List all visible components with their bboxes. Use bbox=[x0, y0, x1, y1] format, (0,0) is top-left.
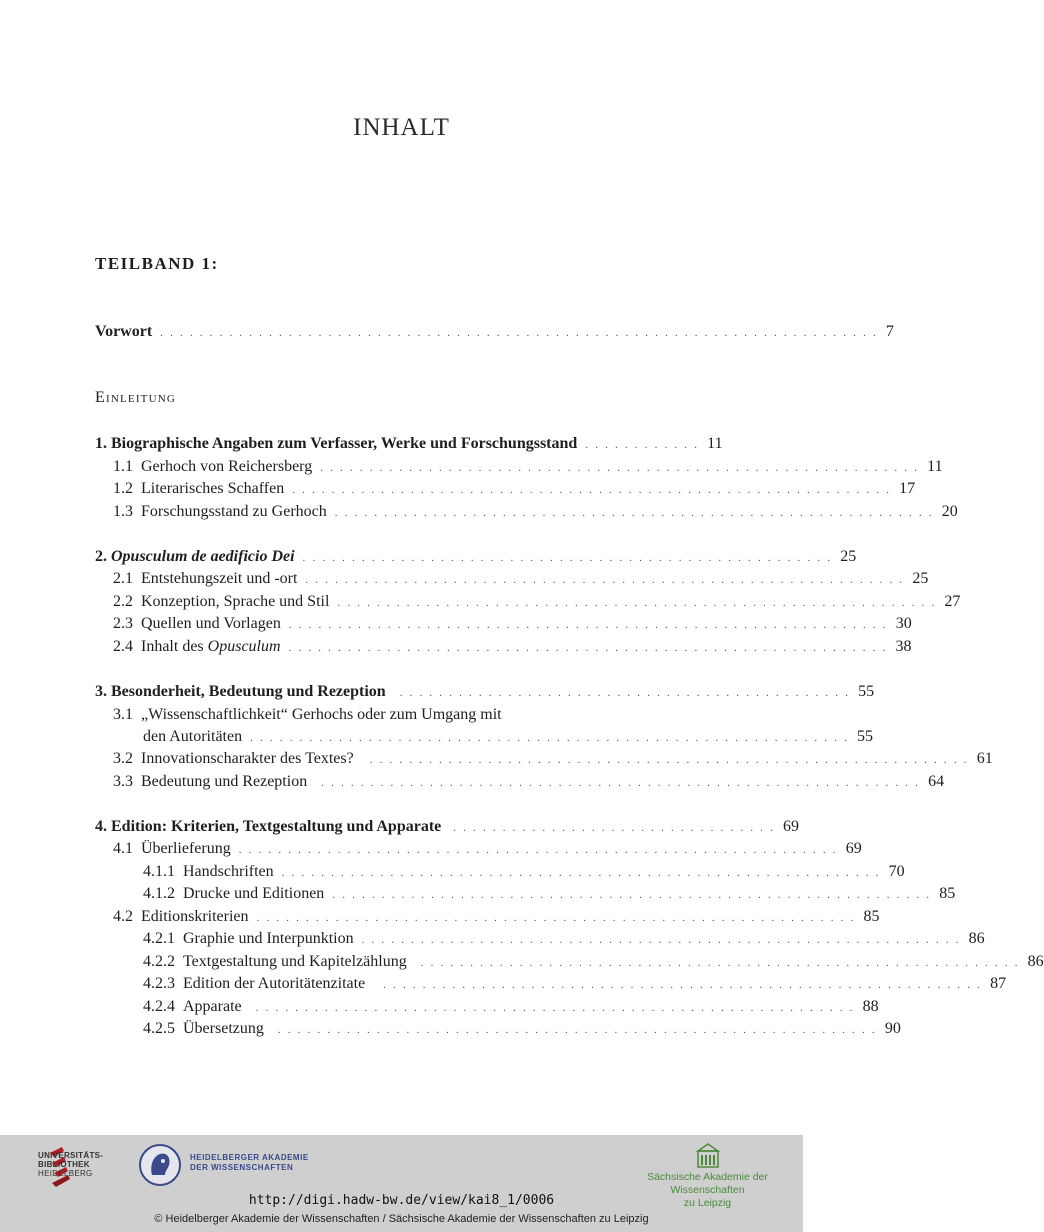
toc-entry-3-1-line1[interactable] bbox=[113, 704, 687, 726]
dot-leader: . . . . . . . . . . . . . . . . . . . . . . . . . . . . . . . . . . . . . . . . . . . . . . . . . . . . . . . . . . . . . bbox=[281, 867, 881, 879]
saxon-academy-building-icon bbox=[697, 1143, 719, 1169]
dot-leader: . . . . . . . . . . . . . . . . . . . . . . . . . . . . . . . . . . . . . . . . . . . . . . . . . . . . . . . . . . . . . bbox=[255, 1002, 855, 1014]
toc-entry-4-2-3[interactable] bbox=[143, 973, 1007, 995]
dot-leader: . . . . . . . . . . . . . . . . . . . . . . . . . . . . . . . . . . . . . . . . . . . . . . . . . . . . . . . . . . . . . bbox=[288, 619, 888, 631]
toc-page-number: 11 bbox=[927, 458, 943, 475]
toc-entry-title: Textgestaltung und Kapitelzählung bbox=[183, 953, 407, 970]
toc-entry-1-2[interactable] bbox=[113, 478, 916, 500]
toc-entry-4-1-2[interactable] bbox=[143, 883, 956, 905]
toc-entry-number: 4.1.2 bbox=[143, 885, 175, 902]
toc-entry-4-2-2[interactable] bbox=[143, 951, 1044, 973]
toc-page-number: 17 bbox=[899, 480, 916, 497]
dot-leader: . . . . . . . . . . . . . . . . . . . . . . . . . . . . . . . . . . . . . . . . . . . . . . . . . . . . . . . . . . . . . bbox=[420, 957, 1020, 969]
copyright-notice: © Heidelberger Akademie der Wissenschaften / Sächsische Akademie der Wissenschaften zu Leipzig bbox=[154, 1213, 649, 1225]
dot-leader: . . . . . . . . . . . . . . . . . . . . . . . . . . . . . . . . . . . . . . . . . . . . . . bbox=[399, 687, 851, 699]
permalink-url[interactable]: http://digi.hadw-bw.de/view/kai8_1/0006 bbox=[248, 1193, 555, 1208]
university-library-name: UNIVERSITÄTS- BIBLIOTHEK HEIDELBERG bbox=[38, 1151, 104, 1178]
toc-entry-number: 4.2.5 bbox=[143, 1020, 175, 1037]
toc-page-number: 87 bbox=[990, 975, 1007, 992]
toc-entry-title: Innovationscharakter des Textes? bbox=[141, 750, 354, 767]
toc-entry-2-4[interactable] bbox=[113, 636, 912, 658]
toc-entry-3-2[interactable] bbox=[113, 748, 993, 770]
toc-entry-3-1-line2[interactable] bbox=[143, 726, 874, 748]
toc-entry-4-2[interactable] bbox=[113, 906, 880, 928]
dot-leader: . . . . . . . . . . . . . . . . . . . . . . . . . . . . . . . . . . . . . . . . . . . . . . . . . . . . . . . . . . . . . . . . . . . . . . . . . bbox=[160, 327, 878, 339]
toc-entry-title: Handschriften bbox=[183, 863, 274, 880]
toc-entry-3[interactable] bbox=[95, 681, 875, 703]
toc-entry-title: „Wissenschaftlichkeit“ Gerhochs oder zum Umgang mit bbox=[141, 706, 502, 723]
dot-leader: . . . . . . . . . . . . . . . . . . . . . . . . . . . . . . . . . . . . . . . . . . . . . . . . . . . . . . bbox=[302, 552, 833, 564]
toc-entry-title-prefix: Inhalt des bbox=[141, 638, 204, 655]
toc-entry-3-3[interactable] bbox=[113, 771, 945, 793]
saxon-academy-name: Sächsische Akademie der Wissenschaften zu Leipzig bbox=[647, 1171, 768, 1209]
toc-entry-number: 4.2 bbox=[113, 908, 133, 925]
toc-entry-4-2-5[interactable] bbox=[143, 1018, 901, 1040]
toc-entry-number: 2. bbox=[95, 548, 107, 565]
toc-entry-number: 4.2.3 bbox=[143, 975, 175, 992]
toc-entry-title: Literarisches Schaffen bbox=[141, 480, 285, 497]
toc-page-number: 61 bbox=[976, 750, 993, 767]
page-title: INHALT bbox=[353, 114, 450, 141]
toc-page-number: 86 bbox=[1027, 953, 1044, 970]
toc-entry-4-1-1[interactable] bbox=[143, 861, 905, 883]
toc-entry-number: 4.1.1 bbox=[143, 863, 175, 880]
dot-leader: . . . . . . . . . . . . . . . . . . . . . . . . . . . . . . . . . . . . . . . . . . . . . . . . . . . . . . . . . . . . . bbox=[383, 979, 983, 991]
dot-leader: . . . . . . . . . . . . . . . . . . . . . . . . . . . . . . . . . . . . . . . . . . . . . . . . . . . . . . . . . . . . . bbox=[305, 574, 905, 586]
part-heading: TEILBAND 1: bbox=[95, 254, 219, 273]
toc-entry-number: 1. bbox=[95, 435, 107, 452]
toc-entry-number: 1.3 bbox=[113, 503, 133, 520]
athena-head-icon bbox=[138, 1143, 182, 1187]
toc-page-number: 25 bbox=[912, 570, 929, 587]
toc-page-number: 20 bbox=[941, 503, 958, 520]
toc-entry-title: Vorwort bbox=[95, 323, 153, 340]
toc-entry-4-2-1[interactable] bbox=[143, 928, 985, 950]
toc-entry-number: 2.3 bbox=[113, 615, 133, 632]
toc-entry-title: Editionskriterien bbox=[141, 908, 249, 925]
dot-leader: . . . . . . . . . . . . . . . . . . . . . . . . . . . . . . . . . . . . . . . . . . . . . . . . . . . . . . . . . . . . . bbox=[288, 642, 888, 654]
digitization-footer bbox=[0, 1135, 803, 1232]
toc-page-number: 38 bbox=[895, 638, 912, 655]
toc-entry-number: 1.1 bbox=[113, 458, 133, 475]
toc-page-number: 69 bbox=[783, 818, 799, 835]
toc-page-number: 25 bbox=[840, 548, 857, 565]
toc-entry-title: Drucke und Editionen bbox=[183, 885, 325, 902]
toc-entry-number: 4.1 bbox=[113, 840, 133, 857]
dot-leader: . . . . . . . . . . . . . . . . . . . . . . . . . . . . . . . . . . . . . . . . . . . . . . . . . . . . . . . . . . . . . bbox=[320, 462, 920, 474]
toc-entry-2-1[interactable] bbox=[113, 568, 929, 590]
toc-entry-2-3[interactable] bbox=[113, 613, 912, 635]
toc-entry-number: 2.1 bbox=[113, 570, 133, 587]
toc-page-number: 7 bbox=[885, 323, 894, 340]
toc-page-number: 86 bbox=[968, 930, 985, 947]
toc-entry-title: Edition der Autoritätenzitate bbox=[183, 975, 366, 992]
toc-entry-title: Apparate bbox=[183, 998, 242, 1015]
toc-page-number: 27 bbox=[944, 593, 961, 610]
toc-entry-number: 4.2.4 bbox=[143, 998, 175, 1015]
toc-entry-number: 3.3 bbox=[113, 773, 133, 790]
toc-page-number: 64 bbox=[928, 773, 945, 790]
dot-leader: . . . . . . . . . . . . . . . . . . . . . . . . . . . . . . . . . . . . . . . . . . . . . . . . . . . . . . . . . . . . . bbox=[332, 889, 932, 901]
toc-entry-title: Überlieferung bbox=[141, 840, 231, 857]
toc-entry-title: Übersetzung bbox=[183, 1020, 264, 1037]
toc-page-number: 30 bbox=[895, 615, 912, 632]
dot-leader: . . . . . . . . . . . . . . . . . . . . . . . . . . . . . . . . . . . . . . . . . . . . . . . . . . . . . . . . . . . . . bbox=[292, 484, 892, 496]
toc-page-number: 55 bbox=[858, 683, 875, 700]
toc-entry-number: 4.2.1 bbox=[143, 930, 175, 947]
dot-leader: . . . . . . . . . . . . bbox=[585, 439, 700, 451]
toc-entry-title: Quellen und Vorlagen bbox=[141, 615, 281, 632]
toc-entry-title: Bedeutung und Rezeption bbox=[141, 773, 308, 790]
toc-entry-title: den Autoritäten bbox=[143, 728, 243, 745]
toc-entry-4[interactable] bbox=[95, 816, 799, 838]
toc-page-number: 69 bbox=[845, 840, 862, 857]
toc-entry-number: 2.2 bbox=[113, 593, 133, 610]
dot-leader: . . . . . . . . . . . . . . . . . . . . . . . . . . . . . . . . . . . . . . . . . . . . . . . . . . . . . . . . . . . . . bbox=[369, 754, 969, 766]
toc-entry-title: Opusculum de aedificio Dei bbox=[111, 548, 295, 565]
toc-entry-title: Konzeption, Sprache und Stil bbox=[141, 593, 330, 610]
toc-entry-title: Biographische Angaben zum Verfasser, Werke und Forschungsstand bbox=[111, 435, 578, 452]
toc-entry-2[interactable] bbox=[95, 546, 857, 568]
toc-entry-number: 4.2.2 bbox=[143, 953, 175, 970]
toc-entry-number: 3.2 bbox=[113, 750, 133, 767]
toc-entry-number: 2.4 bbox=[113, 638, 133, 655]
toc-entry-title: Edition: Kriterien, Textgestaltung und Apparate bbox=[111, 818, 442, 835]
dot-leader: . . . . . . . . . . . . . . . . . . . . . . . . . . . . . . . . . . . . . . . . . . . . . . . . . . . . . . . . . . . . . bbox=[334, 507, 934, 519]
toc-page-number: 85 bbox=[939, 885, 956, 902]
toc-entry-title: Entstehungszeit und -ort bbox=[141, 570, 298, 587]
dot-leader: . . . . . . . . . . . . . . . . . . . . . . . . . . . . . . . . . . . . . . . . . . . . . . . . . . . . . . . . . . . . . bbox=[250, 732, 850, 744]
toc-page-number: 11 bbox=[707, 435, 723, 452]
dot-leader: . . . . . . . . . . . . . . . . . . . . . . . . . . . . . . . . . bbox=[453, 822, 775, 834]
toc-entry-4-2-4[interactable] bbox=[143, 996, 879, 1018]
toc-entry-title: Graphie und Interpunktion bbox=[183, 930, 354, 947]
toc-entry-number: 3.1 bbox=[113, 706, 133, 723]
toc-entry-4-1[interactable] bbox=[113, 838, 862, 860]
toc-page-number: 85 bbox=[863, 908, 880, 925]
dot-leader: . . . . . . . . . . . . . . . . . . . . . . . . . . . . . . . . . . . . . . . . . . . . . . . . . . . . . . . . . . . . . bbox=[256, 912, 856, 924]
toc-entry-number: 3. bbox=[95, 683, 107, 700]
toc-page-number: 55 bbox=[857, 728, 874, 745]
toc-entry-1-3[interactable] bbox=[113, 501, 958, 523]
toc-entry-title-italic: Opusculum bbox=[207, 638, 281, 655]
dot-leader: . . . . . . . . . . . . . . . . . . . . . . . . . . . . . . . . . . . . . . . . . . . . . . . . . . . . . . . . . . . . . bbox=[277, 1024, 877, 1036]
toc-entry-title: Gerhoch von Reichersberg bbox=[141, 458, 313, 475]
toc-entry-vorwort[interactable] bbox=[95, 321, 894, 343]
toc-entry-title: Besonderheit, Bedeutung und Rezeption bbox=[111, 683, 386, 700]
toc-entry-1-1[interactable] bbox=[113, 456, 943, 478]
toc-entry-number: 4. bbox=[95, 818, 107, 835]
toc-entry-title: Forschungsstand zu Gerhoch bbox=[141, 503, 327, 520]
section-heading-einleitung: Einleitung bbox=[95, 389, 177, 406]
toc-entry-2-2[interactable] bbox=[113, 591, 961, 613]
toc-page-number: 88 bbox=[862, 998, 879, 1015]
dot-leader: . . . . . . . . . . . . . . . . . . . . . . . . . . . . . . . . . . . . . . . . . . . . . . . . . . . . . . . . . . . . . bbox=[337, 597, 937, 609]
toc-entry-1[interactable] bbox=[95, 433, 723, 455]
dot-leader: . . . . . . . . . . . . . . . . . . . . . . . . . . . . . . . . . . . . . . . . . . . . . . . . . . . . . . . . . . . . . bbox=[238, 844, 838, 856]
toc-entry-number: 1.2 bbox=[113, 480, 133, 497]
heidelberg-academy-name: HEIDELBERGER AKADEMIE DER WISSENSCHAFTEN bbox=[190, 1153, 309, 1172]
toc-page-number: 70 bbox=[888, 863, 905, 880]
dot-leader: . . . . . . . . . . . . . . . . . . . . . . . . . . . . . . . . . . . . . . . . . . . . . . . . . . . . . . . . . . . . . bbox=[361, 934, 961, 946]
toc-page-number: 90 bbox=[884, 1020, 901, 1037]
dot-leader: . . . . . . . . . . . . . . . . . . . . . . . . . . . . . . . . . . . . . . . . . . . . . . . . . . . . . . . . . . . . . bbox=[321, 777, 921, 789]
